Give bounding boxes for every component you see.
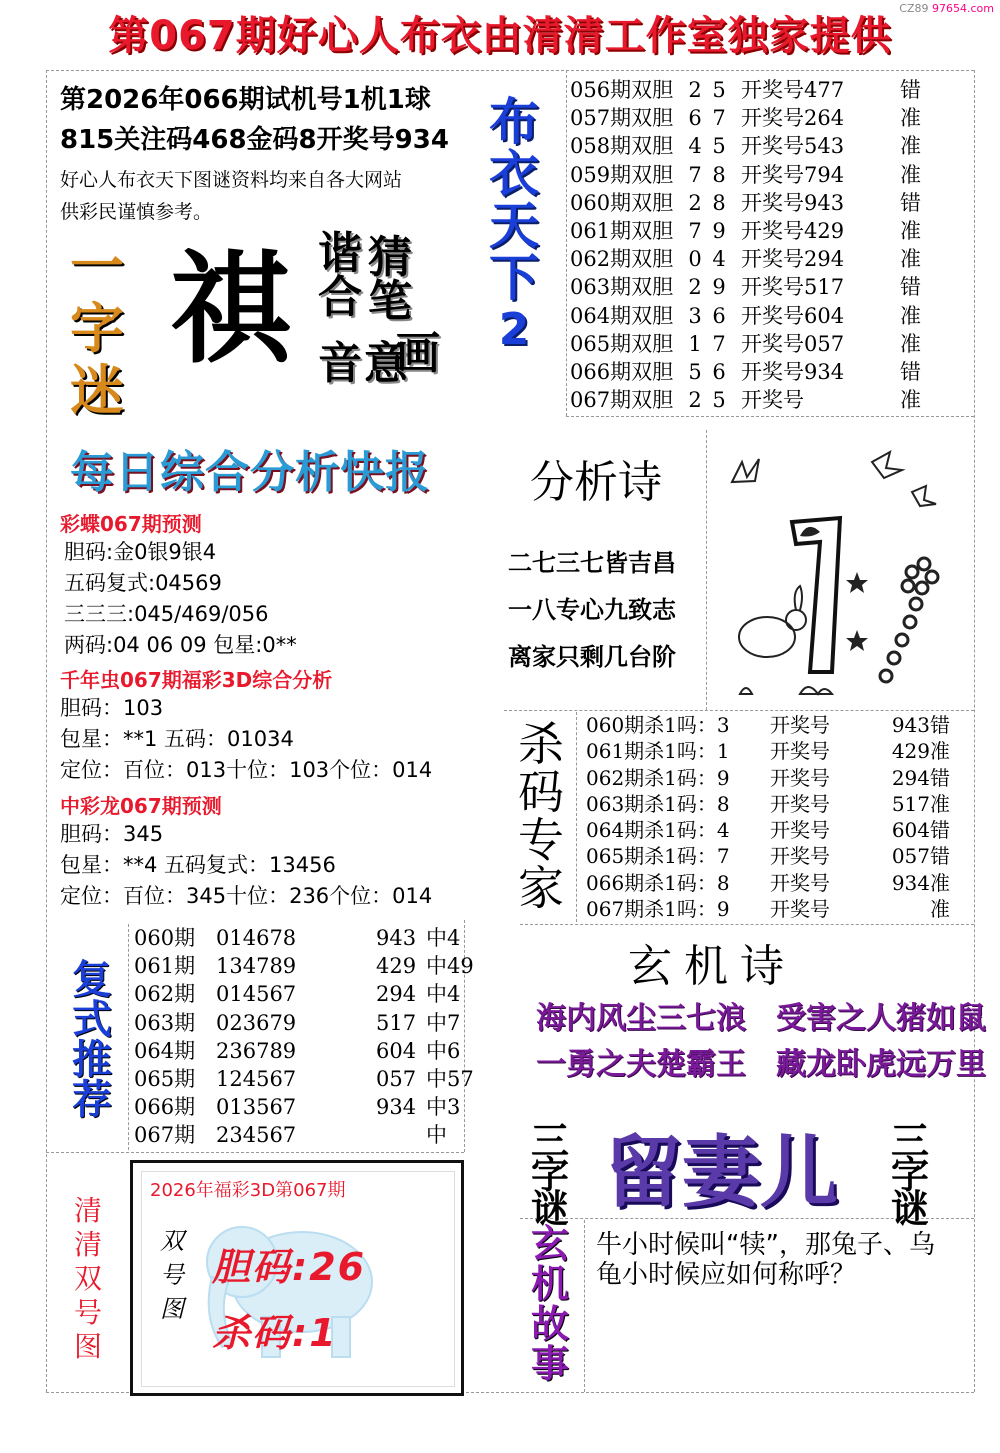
kill-cell-result: 准 [930, 739, 950, 764]
watermark [899, 2, 994, 15]
daily-banner: 每日综合分析快报 [70, 447, 430, 498]
history-cell-d2: 4 [712, 247, 726, 272]
history-cell-d2: 7 [712, 331, 726, 356]
history-row [570, 302, 965, 330]
history-cell-d1: 2 [688, 190, 702, 215]
card-sub-char: 图 [160, 1295, 184, 1323]
kill-row [586, 791, 960, 817]
history-cell-draw: 开奖号543 [741, 134, 845, 159]
kill-table [586, 712, 960, 922]
fushi-cell-draw: 517 [376, 1010, 417, 1035]
kill-cell-result: 准 [930, 791, 950, 816]
zimi-hint-char: 谐 [318, 228, 362, 279]
prediction-block-1 [60, 508, 297, 661]
prediction-title: 千年虫067期福彩3D综合分析 [60, 668, 333, 692]
fushi-cell-hit: 中4 [426, 982, 461, 1007]
zimi-hint-char: 笔 [368, 276, 412, 327]
card-inner [141, 1171, 455, 1387]
nine-chain-icon [880, 558, 938, 682]
kill-cell-issue: 067期杀1吗：9 [586, 897, 730, 922]
kill-row [586, 738, 960, 764]
story-label-char: 故 [530, 1302, 569, 1346]
fushi-row [134, 980, 486, 1008]
history-row [570, 245, 965, 273]
kill-label-char: 码 [518, 765, 564, 819]
history-row [570, 161, 965, 189]
zimi-label-char: 一 [70, 235, 124, 298]
prediction-title: 中彩龙067期预测 [60, 794, 222, 818]
fushi-cell-hit: 中 [426, 1123, 447, 1148]
history-cell-draw: 开奖号057 [741, 331, 845, 356]
history-row [570, 330, 965, 358]
fushi-label-char: 式 [72, 997, 112, 1043]
history-cell-issue: 059期双胆 [570, 162, 674, 187]
history-cell-d1: 3 [688, 303, 702, 328]
kill-cell-num: 294 [891, 765, 930, 790]
rabbit-icon [739, 586, 806, 657]
fushi-cell-draw: 429 [376, 954, 417, 979]
fushi-cell-issue: 065期 [134, 1067, 196, 1092]
history-cell-draw: 开奖号794 [741, 162, 845, 187]
poem-title: 分析诗 [530, 457, 662, 508]
kill-row [586, 712, 960, 738]
divider-poem [706, 430, 707, 710]
fushi-cell-draw: 057 [376, 1067, 417, 1092]
brand-char: 布 [489, 93, 539, 151]
poem-line: 离家只剩几台阶 [508, 643, 676, 671]
prediction-line: 两码:04 06 09 包星:0** [64, 633, 297, 657]
story-text: 牛小时候叫“犊”，那兔子、乌龟小时候应如何称呼？ [596, 1230, 935, 1290]
kill-cell-issue: 064期杀1码：4 [586, 818, 730, 843]
history-cell-d1: 7 [688, 218, 702, 243]
history-cell-issue: 060期双胆 [570, 190, 674, 215]
fushi-row [134, 1009, 486, 1037]
fushi-cell-issue: 066期 [134, 1095, 196, 1120]
history-cell-d1: 4 [688, 134, 702, 159]
kill-cell-num: 429 [891, 739, 930, 764]
fushi-row [134, 1065, 486, 1093]
brand-char: 衣 [489, 145, 539, 203]
fushi-cell-nums: 014678 [216, 926, 297, 950]
history-cell-result: 错 [900, 78, 921, 102]
history-row [570, 76, 965, 104]
kill-label-char: 杀 [518, 717, 564, 771]
history-cell-d1: 0 [688, 247, 702, 272]
history-cell-draw: 开奖号943 [741, 190, 845, 215]
kill-cell-num: 604 [891, 818, 930, 843]
history-cell-issue: 062期双胆 [570, 247, 674, 272]
kill-cell-result: 准 [930, 897, 950, 922]
fushi-row [134, 952, 486, 980]
xuanji-line: 海内风尘三七浪 受害之人猪如鼠 [536, 1001, 986, 1036]
fushi-cell-draw: 943 [376, 926, 417, 950]
poem-lines [508, 540, 676, 681]
kill-cell-draw: 开奖号 [770, 844, 830, 869]
kill-cell-issue: 061期杀1吗：1 [586, 739, 730, 764]
fushi-cell-hit: 中57 [426, 1067, 474, 1092]
riddle-illustration [712, 432, 962, 704]
card-sub-char: 双 [160, 1227, 184, 1255]
prediction-line: 三三三:045/469/056 [64, 602, 269, 626]
history-cell-result: 准 [900, 218, 921, 243]
zimi-main: 祺 [170, 241, 290, 380]
kill-row [586, 896, 960, 922]
brand-char: 天 [489, 197, 539, 255]
sanzi-label-left [522, 1119, 578, 1231]
fushi-cell-issue: 067期 [134, 1123, 196, 1148]
qingqing-label-char: 双 [73, 1262, 102, 1295]
trial-line-1: 第2026年066期试机号1机1球 [60, 85, 431, 115]
history-cell-issue: 056期双胆 [570, 78, 674, 102]
fushi-cell-nums: 124567 [216, 1067, 297, 1092]
fushi-cell-issue: 063期 [134, 1010, 196, 1035]
fushi-row [134, 1037, 486, 1065]
fushi-cell-nums: 014567 [216, 982, 297, 1007]
kill-row [586, 817, 960, 843]
zimi-label-char: 迷 [70, 359, 124, 422]
kill-cell-draw: 开奖号 [770, 870, 830, 895]
kill-row [586, 765, 960, 791]
xuanji-poem [536, 996, 986, 1088]
prediction-block-2 [60, 664, 432, 786]
history-cell-issue: 067期双胆 [570, 388, 674, 413]
trial-info [60, 80, 449, 160]
sanzi-label-char: 谜 [530, 1187, 569, 1231]
fushi-table [134, 924, 486, 1150]
story-label [522, 1224, 578, 1384]
kill-cell-issue: 060期杀1吗：3 [586, 713, 730, 737]
story-label-char: 事 [530, 1342, 569, 1386]
kill-cell-result: 准 [930, 870, 950, 895]
card-sub [160, 1224, 184, 1326]
prediction-title: 彩蝶067期预测 [60, 512, 202, 536]
kill-row [586, 843, 960, 869]
history-cell-result: 准 [900, 331, 921, 356]
star-icon [846, 572, 868, 651]
divider-story [584, 1220, 585, 1392]
kill-cell-draw: 开奖号 [770, 713, 830, 737]
fushi-cell-issue: 064期 [134, 1038, 196, 1063]
history-row [570, 358, 965, 386]
fushi-cell-hit: 中49 [426, 954, 474, 979]
history-cell-result: 准 [900, 303, 921, 328]
qingqing-label-char: 图 [73, 1330, 102, 1363]
fushi-cell-hit: 中7 [426, 1010, 461, 1035]
story-label-char: 玄 [530, 1222, 569, 1266]
divider-history-bottom [566, 416, 974, 417]
source-note-2: 供彩民谨慎参考。 [60, 201, 213, 223]
trial-line-2: 815关注码468金码8开奖号934 [60, 125, 449, 155]
fushi-row [134, 924, 486, 952]
sanzi-label-char: 三 [890, 1119, 929, 1163]
kill-cell-num: 943 [891, 713, 930, 737]
history-cell-issue: 061期双胆 [570, 218, 674, 243]
zimi-label [70, 236, 140, 422]
history-row [570, 217, 965, 245]
fushi-cell-nums: 013567 [216, 1095, 297, 1120]
seven-glyph [792, 518, 840, 672]
history-cell-issue: 065期双胆 [570, 331, 674, 356]
kill-cell-result: 错 [930, 713, 950, 737]
fushi-cell-issue: 060期 [134, 926, 196, 950]
sanzi-label-char: 三 [530, 1119, 569, 1163]
history-cell-d1: 2 [688, 388, 702, 413]
kill-cell-result: 错 [930, 844, 950, 869]
history-cell-d2: 5 [712, 388, 726, 413]
fushi-label-char: 复 [72, 957, 112, 1003]
brand-vertical [486, 93, 542, 356]
history-cell-d1: 2 [688, 275, 702, 300]
kill-cell-draw: 开奖号 [770, 765, 830, 790]
history-cell-result: 准 [900, 388, 921, 413]
brand-char: 2 [498, 304, 530, 355]
prediction-line: 胆码：103 [60, 696, 164, 720]
kill-cell-issue: 062期杀1码：9 [586, 765, 730, 790]
divider-fushi [128, 924, 129, 1150]
history-cell-issue: 058期双胆 [570, 134, 674, 159]
qingqing-label-char: 号 [73, 1296, 102, 1329]
kill-cell-issue: 066期杀1码：8 [586, 870, 730, 895]
history-row [570, 104, 965, 132]
history-cell-result: 准 [900, 106, 921, 131]
kill-cell-result: 错 [930, 765, 950, 790]
kill-cell-result: 错 [930, 818, 950, 843]
divider-history [566, 70, 567, 416]
kill-label-char: 专 [518, 813, 564, 867]
history-cell-draw: 开奖号604 [741, 303, 845, 328]
qingqing-label-char: 清 [73, 1228, 102, 1261]
fushi-label [60, 957, 124, 1123]
history-table [570, 76, 965, 414]
source-note [60, 164, 402, 228]
poem-line: 一八专心九致志 [508, 596, 676, 624]
history-cell-draw: 开奖号429 [741, 218, 845, 243]
fushi-cell-hit: 中4 [426, 926, 461, 950]
fushi-cell-draw: 294 [376, 982, 417, 1007]
kill-cell-num: 934 [891, 870, 930, 895]
history-cell-draw: 开奖号294 [741, 247, 845, 272]
card-title: 2026年福彩3D第067期 [150, 1180, 346, 1201]
history-cell-d2: 5 [712, 78, 726, 102]
history-cell-draw: 开奖号 [741, 388, 804, 413]
history-cell-result: 准 [900, 162, 921, 187]
history-row [570, 189, 965, 217]
xuanji-line: 一勇之夫楚霸王 藏龙卧虎远万里 [536, 1047, 986, 1082]
zimi-hint-char: 合 [318, 272, 362, 323]
kill-cell-draw: 开奖号 [770, 897, 830, 922]
kill-cell-issue: 063期杀1码：8 [586, 791, 730, 816]
fushi-cell-hit: 中3 [426, 1095, 461, 1120]
prediction-line: 定位：百位：345十位：236个位：014 [60, 884, 433, 908]
history-cell-d2: 6 [712, 303, 726, 328]
history-cell-result: 错 [900, 275, 921, 300]
sanzi-label-char: 谜 [890, 1187, 929, 1231]
sanzi-label-char: 字 [890, 1153, 929, 1197]
kill-cell-issue: 065期杀1码：7 [586, 844, 730, 869]
history-cell-issue: 064期双胆 [570, 303, 674, 328]
fushi-cell-issue: 062期 [134, 982, 196, 1007]
history-cell-d2: 7 [712, 106, 726, 131]
fushi-row [134, 1121, 486, 1149]
history-cell-issue: 066期双胆 [570, 359, 674, 384]
prediction-line: 胆码:金0银9银4 [64, 540, 217, 564]
history-cell-d1: 5 [688, 359, 702, 384]
history-cell-d2: 9 [712, 218, 726, 243]
history-row [570, 273, 965, 301]
xuanji-title: 玄机诗 [628, 941, 796, 992]
sanzi-label-char: 字 [530, 1153, 569, 1197]
history-cell-d2: 6 [712, 359, 726, 384]
brand-char: 下 [489, 249, 539, 307]
history-cell-d2: 5 [712, 134, 726, 159]
history-cell-issue: 063期双胆 [570, 275, 674, 300]
fushi-cell-draw: 934 [376, 1095, 417, 1120]
zimi-hint-char: 音 [318, 338, 362, 389]
kill-cell-num: 517 [891, 791, 930, 816]
card-sub-char: 号 [160, 1261, 184, 1289]
fushi-cell-nums: 023679 [216, 1010, 297, 1035]
card-dan-code: 胆码:26 [212, 1245, 367, 1289]
fushi-cell-draw: 604 [376, 1038, 417, 1063]
divider-kill-top [504, 710, 974, 711]
bird-icon [732, 452, 936, 506]
history-cell-d2: 8 [712, 162, 726, 187]
qingqing-label [66, 1194, 110, 1364]
kill-label-char: 家 [518, 861, 564, 915]
history-cell-draw: 开奖号264 [741, 106, 845, 131]
story-label-char: 机 [530, 1262, 569, 1306]
history-row [570, 132, 965, 160]
divider-fushi-bottom [46, 1152, 464, 1153]
kill-cell-num: 057 [891, 844, 930, 869]
card-kill-code: 杀码:1 [212, 1311, 338, 1355]
kill-cell-draw: 开奖号 [770, 739, 830, 764]
divider-kill-bottom [520, 924, 974, 925]
source-note-1: 好心人布衣天下图谜资料均来自各大网站 [60, 169, 403, 191]
zimi-hint-char: 意 [364, 338, 408, 389]
kill-cell-draw: 开奖号 [770, 818, 830, 843]
prediction-line: 包星：**1 五码：01034 [60, 727, 294, 751]
prediction-line: 包星：**4 五码复式：13456 [60, 853, 336, 877]
history-cell-result: 准 [900, 247, 921, 272]
history-cell-draw: 开奖号934 [741, 359, 845, 384]
zimi-hint-char: 猜 [368, 232, 412, 283]
fushi-cell-nums: 134789 [216, 954, 297, 979]
divider-kill [576, 712, 577, 922]
page-title: 第067期好心人布衣由清清工作室独家提供 [108, 13, 892, 59]
history-cell-d1: 7 [688, 162, 702, 187]
history-cell-result: 错 [900, 190, 921, 215]
prediction-line: 定位：百位：013十位：103个位：014 [60, 758, 433, 782]
fushi-label-char: 荐 [72, 1077, 112, 1123]
prediction-block-3 [60, 790, 432, 912]
history-cell-d1: 2 [688, 78, 702, 102]
frame-right [974, 70, 975, 1392]
kill-row [586, 870, 960, 896]
frame-top [46, 70, 974, 71]
qingqing-label-char: 清 [73, 1194, 102, 1227]
poem-line: 二七三七皆吉昌 [508, 549, 676, 577]
history-cell-issue: 057期双胆 [570, 106, 674, 131]
history-cell-d1: 1 [688, 331, 702, 356]
frame-left [46, 70, 47, 1392]
watermark-site: 97654.com [932, 2, 994, 15]
fushi-cell-hit: 中6 [426, 1038, 461, 1063]
prediction-line: 五码复式:04569 [64, 571, 222, 595]
history-cell-d1: 6 [688, 106, 702, 131]
history-cell-draw: 开奖号477 [741, 78, 845, 102]
sanzi-label-right [882, 1119, 938, 1231]
flame-icon [740, 687, 832, 694]
fushi-cell-nums: 236789 [216, 1038, 297, 1063]
kill-label [506, 717, 576, 915]
watermark-prefix: CZ89 [899, 2, 929, 15]
kill-cell-draw: 开奖号 [770, 791, 830, 816]
fushi-label-char: 推 [72, 1037, 112, 1083]
zimi-label-char: 字 [70, 297, 124, 360]
fushi-row [134, 1093, 486, 1121]
prediction-line: 胆码：345 [60, 822, 164, 846]
history-cell-d2: 8 [712, 190, 726, 215]
double-number-card [130, 1160, 464, 1396]
history-cell-d2: 9 [712, 275, 726, 300]
sanzi-main: 留妻儿 [604, 1128, 839, 1218]
zimi-hint-char: 画 [396, 328, 440, 379]
fushi-cell-nums: 234567 [216, 1123, 297, 1148]
fushi-cell-issue: 061期 [134, 954, 196, 979]
history-cell-result: 准 [900, 134, 921, 159]
history-row [570, 386, 965, 414]
history-cell-draw: 开奖号517 [741, 275, 845, 300]
history-cell-result: 错 [900, 359, 921, 384]
